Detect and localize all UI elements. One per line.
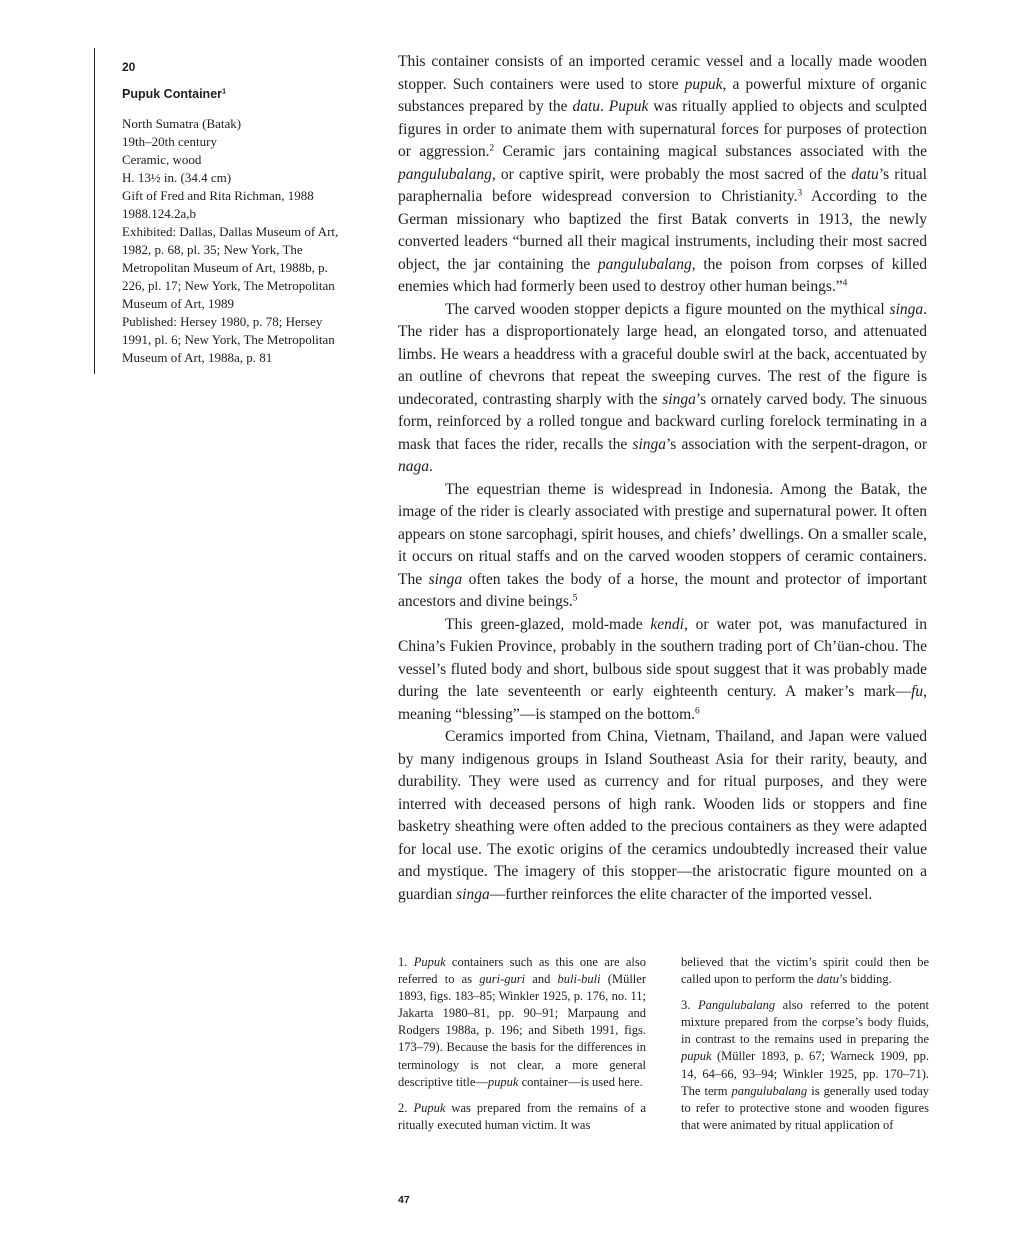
paragraph: The carved wooden stopper depicts a figure mounted on the mythical singa. The rider has a disproportionately large head, an elongated torso, and attenuated limbs. He wears a headdress with a graceful double swirl at the back, accentuated by an outline of chevrons that repeat the sweeping curves. The rest of the figure is undecorated, contrasting sharply with the singa’s ornately carved body. The sinuous form, reinforced by a rolled tongue and backward curling forelock terminating in a mask that faces the rider, recalls the singa’s association with the serpent-dragon, or naga. [398,300,928,475]
footnote: 2. Pupuk was prepared from the remains of a ritually executed human victim. It was [398,1100,647,1132]
detail-line: Gift of Fred and Rita Richman, 1988 [122,188,314,203]
footnote-ref: 5 [572,593,578,604]
footnote-ref: 6 [695,705,700,716]
page-number: 47 [398,1194,410,1206]
exhibited-text: Exhibited: Dallas, Dallas Museum of Art, 1982, p. 68, pl. 35; New York, The Metropolitan Museum of Art, 1988b, p. 226, pl. 17; New York, The Metropolitan Museum of Art, 1989 [122,224,339,311]
catalog-number: 20 [122,60,136,74]
footnote-ref: 2 [489,143,495,154]
footnote-ref: 3 [797,188,803,199]
paragraph: This container consists of an imported ceramic vessel and a locally made wooden stopper. Such containers were used to store pupuk, a powerful mixture of organic substances prepared by the datu. Pupuk was ritually applied to objects and sculpted figures in order to animate them with supernatural forces for purposes of protection or aggression.$^2$ Ceramic jars containing magical substances associated with the pangulubalang, or captive spirit, were probably the most sacred of the datu’s ritual paraphernalia before widespread conversion to Christianity.$^3$ According to the German missionary who baptized the first Batak converts in 1913, the newly converted leaders “burned all their magical instruments, including their most sacred object, the jar containing the pangulubalang, the poison from corpses of killed enemies which had formerly been used to destroy other human beings.”$^4$ [398,53,927,295]
footnote: 3. Pangulubalang also referred to the potent mixture prepared from the corpse’s body fluids, in contrast to the remains used in preparing the pupuk (Müller 1893, p. 67; Warneck 1909, pp. 14, 64–66, 93–94; Winkler 1925, pp. 170–71). The term pangulubalang is generally used today to refer to protective stone and wooden figures that were animated by ritual application of [681,998,930,1132]
footnotes-left [398,954,646,1143]
paragraph: Ceramics imported from China, Vietnam, Thailand, and Japan were valued by many indigenous groups in Island Southeast Asia for their rarity, beauty, and durability. They were used as currency and for ritual purposes, and they were interred with deceased persons of high rank. Wooden lids or stoppers and fine basketry sheathing were often added to the precious containers as they were adapted for local use. The exotic origins of the ceramics undoubtedly increased their value and mystique. The imagery of this stopper—the aristocratic figure mounted on a guardian singa—further reinforces the elite character of the imported vessel. [398,728,927,903]
detail-line: H. 13½ in. (34.4 cm) [122,170,232,185]
footnote-ref: 1 [222,86,227,96]
detail-line: 19th–20th century [122,134,217,149]
published-text: Published: Hersey 1980, p. 78; Hersey 1991, pl. 6; New York, The Metropolitan Museum of Art, 1988a, p. 81 [122,314,335,365]
detail-line: 1988.124.2a,b [122,206,197,221]
catalog-entry [122,56,352,367]
footnote-ref: 4 [842,278,848,289]
detail-line: Ceramic, wood [122,152,202,167]
detail-line: North Sumatra (Batak) [122,116,242,131]
margin-rule [94,48,95,374]
footnotes-right [681,954,929,1143]
body-text [398,51,927,906]
catalog-details [122,115,352,223]
footnote-continued: believed that the victim’s spirit could then be called upon to perform the datu’s bidding. [681,955,929,987]
footnote: 1. Pupuk containers such as this one are also referred to as guri-guri and buli-buli (Müller 1893, figs. 183–85; Winkler 1925, p. 176, no. 11; Jakarta 1980–81, pp. 90–91; Marpaung and Rodgers 1988a, p. 196; and Sibeth 1991, figs. 173–79). Because the basis for the differences in terminology is not clear, a more general descriptive title—pupuk container—is used here. [398,955,646,1089]
catalog-title: Pupuk Container$^1$ [122,86,227,101]
paragraph: This green-glazed, mold-made kendi, or water pot, was manufactured in China’s Fukien Province, probably in the southern trading port of Ch’üan-chou. The vessel’s fluted body and short, bulbous side spout suggest that it was probably made during the late seventeenth or early eighteenth century. A maker’s mark—fu, meaning “blessing”—is stamped on the bottom.$^6$ [398,615,927,723]
paragraph: The equestrian theme is widespread in Indonesia. Among the Batak, the image of the rider is clearly associated with prestige and supernatural power. It often appears on stone sarcophagi, spirit houses, and chiefs’ dwellings. On a smaller scale, it occurs on ritual staffs and on the carved wooden stoppers of ceramic containers. The singa often takes the body of a horse, the mount and protector of important ancestors and divine beings.$^5$ [398,480,927,610]
